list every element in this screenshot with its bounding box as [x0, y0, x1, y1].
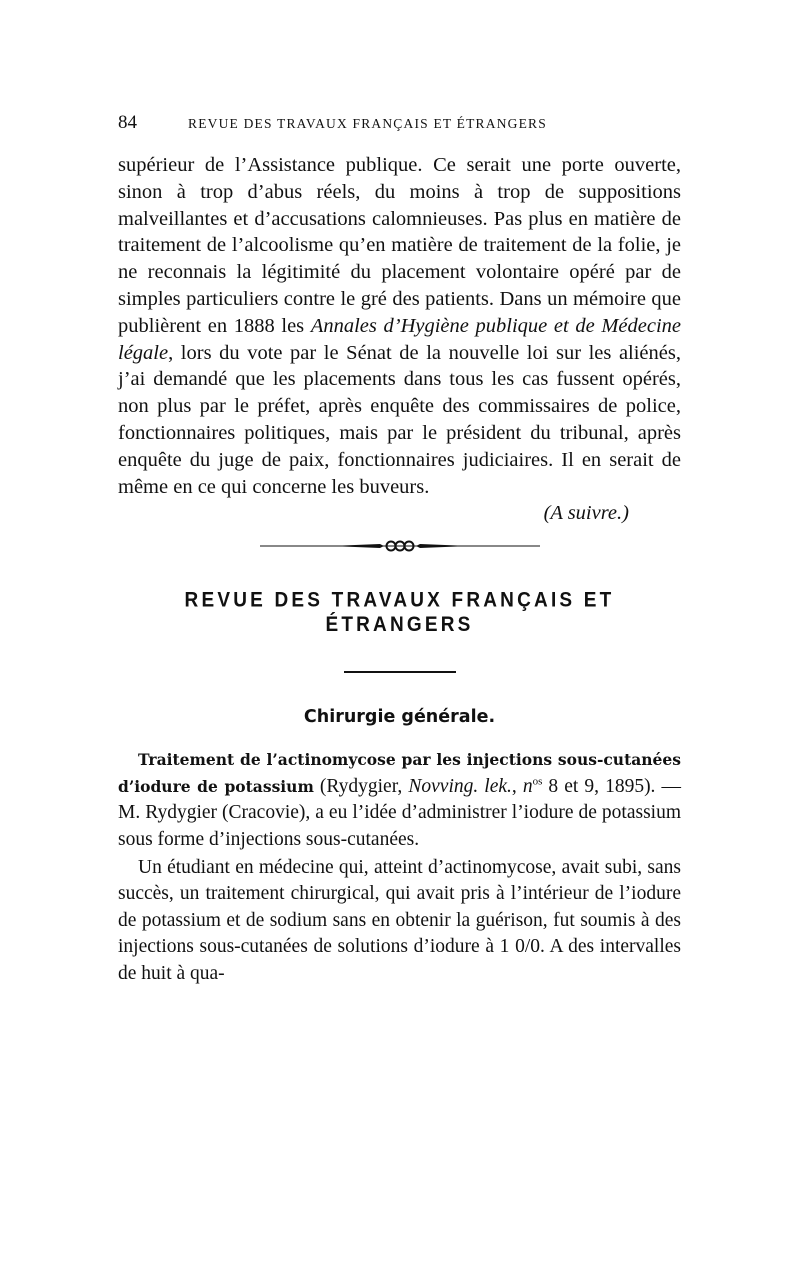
continued-text-part1: supérieur de l’Assistance publique. Ce serait une porte ouverte, sinon à trop d’abus réels, du moins à trop de suppositions malveillantes et d’accusations calomnieuses. Pas plus en matière de traitement de l’alcoolisme qu’en matière de traitement de la folie, je ne reconnais la légitimité du placement volontaire opéré par de simples particuliers contre le gré des patients. Dans un mémoire que publièrent en 1888 les — [118, 154, 681, 337]
citation-mid: , — [511, 775, 523, 797]
journal-title: Annales d’Hygiène publique et de Médecine légale — [118, 314, 682, 364]
continued-text-part2: , lors du vote par le Sénat de la nouvelle loi sur les aliénés, j’ai demandé que les placements dans tous les cas fussent opérés, non plus par le préfet, après enquête des commissaires de police, fonctionnaires politiques, mais par le président du tribunal, après enquête du juge de paix, fonctionnaires judiciaires. Il en serait de même en ce qui concerne les buveurs. — [118, 341, 681, 498]
article-paragraph-2: Un étudiant en médecine qui, atteint d’actinomycose, avait subi, sans succès, un traitement chirurgical, qui avait pris à l’intérieur de l’iodure de potassium et de sodium sans en obtenir la guérison, fut soumis à des injections sous-cutanées de solutions d’iodure à 1 0/0. A des intervalles de huit à qua- — [118, 856, 681, 984]
citation-number-label: n — [522, 775, 533, 797]
article-paragraph-1 — [118, 747, 681, 853]
ornamental-divider — [260, 539, 540, 553]
continued-paragraph — [118, 152, 681, 500]
running-title: REVUE DES TRAVAUX FRANÇAIS ET ÉTRANGERS — [188, 116, 547, 131]
citation-sup: os — [532, 775, 543, 788]
article-heading: Traitement de l’actinomycose par les injections sous-cutanées d’iodure de potassium — [118, 750, 681, 796]
to-be-continued: (A suivre.) — [543, 502, 629, 525]
citation-journal: Novving. lek. — [408, 775, 512, 797]
page-number: 84 — [118, 112, 137, 133]
section-rule — [344, 671, 456, 673]
page — [118, 112, 681, 987]
running-head — [118, 112, 681, 142]
citation-pre: (Rydygier, — [313, 775, 409, 797]
subsection-title: Chirurgie générale. — [303, 707, 496, 728]
citation-post: 8 et 9, 1895). — M. Rydygier (Cracovie), a eu l’idée d’administrer l’iodure de potassium sous forme d’injections sous-cutanées. — [118, 775, 681, 850]
section-title: REVUE DES TRAVAUX FRANÇAIS ET ÉTRANGERS — [184, 588, 615, 637]
